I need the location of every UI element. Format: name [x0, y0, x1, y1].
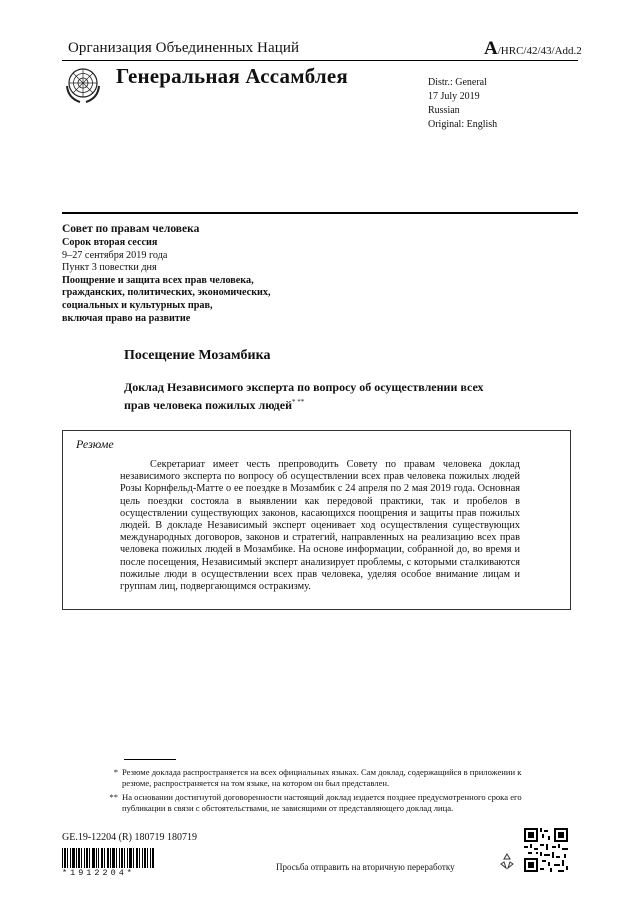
footnote-mark: * [113, 767, 118, 777]
session-dates: 9–27 сентября 2019 года [62, 249, 168, 261]
summary-label: Резюме [76, 437, 114, 451]
un-emblem-icon [62, 64, 104, 106]
agenda-title-line: Поощрение и защита всех прав человека, [62, 274, 254, 286]
footnote-mark: ** [109, 792, 118, 802]
distribution-language: Russian [428, 105, 460, 116]
header-rule [62, 60, 578, 61]
organization-name: Организация Объединенных Наций [68, 40, 300, 56]
agenda-title-line: социальных и культурных прав, [62, 299, 213, 311]
recycle-note: Просьба отправить на вторичную переработку [276, 862, 455, 872]
distribution-line: Distr.: General [428, 77, 487, 88]
job-number: GE.19-12204 (R) 180719 180719 [62, 832, 197, 843]
recycle-icon [498, 852, 516, 870]
distribution-block [428, 76, 497, 132]
council-name: Совет по правам человека [62, 223, 200, 235]
document-symbol [484, 38, 582, 60]
assembly-title: Генеральная Ассамблея [116, 64, 348, 88]
footnote [104, 767, 524, 789]
barcode-number: *1912204* [62, 868, 135, 878]
session-meta [62, 222, 322, 325]
footnote-text: На основании достигнутой договоренности настоящий доклад издается позднее предусмотренного срока его публикации в связи с обстоятельствами, не зависящими от представляющего доклад лица. [122, 792, 522, 813]
qr-code-icon [524, 828, 568, 872]
distribution-date: 17 July 2019 [428, 91, 480, 102]
footnote-marks: * ** [292, 398, 305, 406]
report-title-line-2 [124, 395, 534, 413]
distribution-original: Original: English [428, 119, 498, 130]
footnote-rule [124, 759, 176, 760]
report-title-line: Доклад Независимого эксперта по вопросу об осуществлении всех [124, 380, 484, 394]
agenda-item: Пункт 3 повестки дня [62, 262, 157, 274]
footnote [104, 792, 524, 814]
footnote-text: Резюме доклада распространяется на всех официальных языках. Сам доклад, содержащийся в приложении к резюме, распространяется на том языке, на котором он был представлен. [122, 767, 522, 788]
barcode-icon [62, 848, 154, 868]
symbol-letter: A [484, 38, 498, 59]
report-title-text: прав человека пожилых людей [124, 398, 292, 412]
summary-text: Секретариат имеет честь препроводить Совету по правам человека доклад независимого эксперта по вопросу об осуществлении всех прав человека пожилых людей Розы Корнфельд-Матте о ее поездке в Мозамбик с 24 апреля по 2 мая 2019 года. Основная цель поездки состояла в выявлении как передовой практики, так и пробелов в осуществлении существующих законов, касающихся поощрения и защиты прав пожилых людей. В докладе Независимый эксперт оценивает ход осуществления существующих международных договоров, законов и стратегий, направленных на реализацию всех прав человека пожилых людей в Мозамбике. На основе информации, собранной до, во время и после посещения, Независимый эксперт анализирует проблемы, с которыми сталкиваются пожилые люди в осуществлении всех прав человека, уделяя особое внимание лицам и группам лиц, подвергающимся остракизму. [120, 459, 520, 593]
visit-title: Посещение Мозамбика [124, 348, 271, 363]
agenda-title-line: включая право на развитие [62, 312, 191, 324]
agenda-title-line: гражданских, политических, экономических, [62, 287, 271, 299]
session-name: Сорок вторая сессия [62, 237, 158, 248]
symbol-code: /HRC/42/43/Add.2 [497, 45, 582, 57]
section-rule [62, 212, 578, 214]
report-title [124, 380, 534, 413]
